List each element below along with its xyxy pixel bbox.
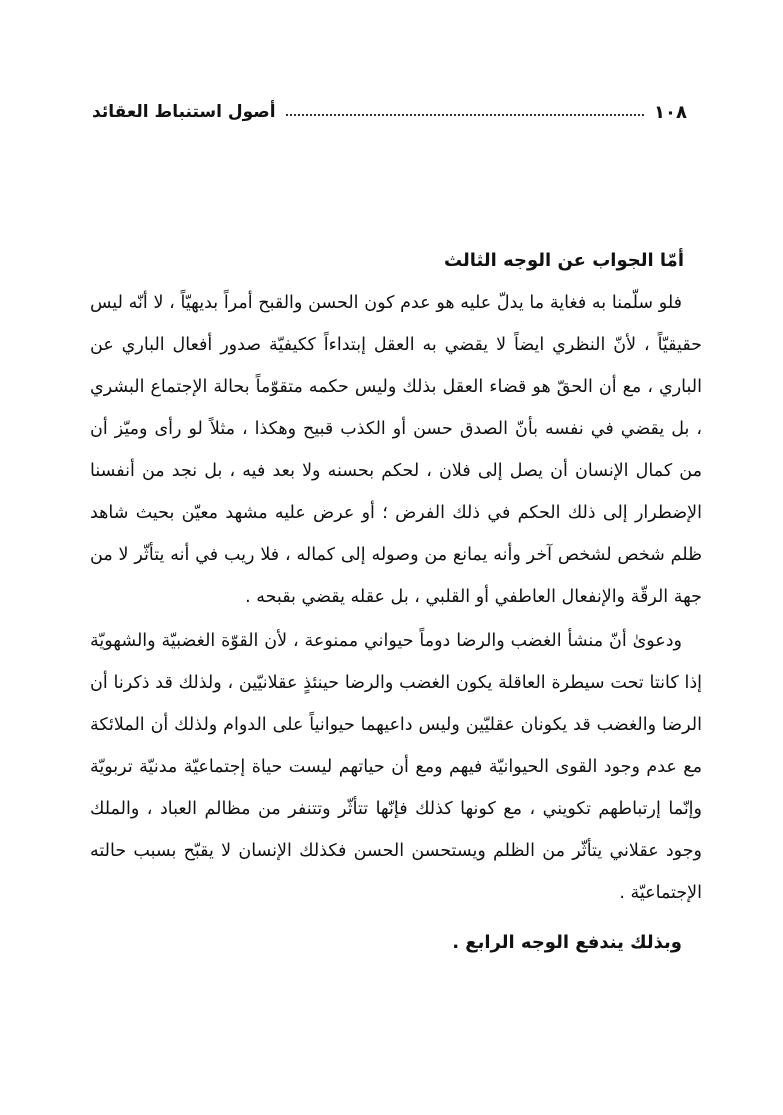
body-text: [90, 240, 702, 964]
paragraph: ودعوىٰ أنّ منشأ الغضب والرضا دوماً حيواني ممنوعة ، لأن القوّة الغضبيّة والشهويّة إذا كانتا تحت سيطرة العاقلة يكون الغضب والرضا حينئذٍ عقلانيّين ، ولذلك قد ذكرنا أن الرضا والغضب قد يكونان عقليّين وليس داعيهما حيوانياً على الدوام ولذلك أن الملائكة مع عدم وجود القوى الحيوانيّة فيهم ومع أن حياتهم ليست حياة إجتماعيّة مدنيّة تربويّة وإنّما إرتباطهم تكويني ، مع كونها كذلك فإنّها تتأثّر وتتنفر من مظالم العباد ، والملك وجود عقلاني يتأثّر من الظلم ويستحسن الحسن فكذلك الإنسان لا يقبّح بسبب حالته الإجتماعيّة .: [90, 631, 702, 903]
closing-line: وبذلك يندفع الوجه الرابع .: [452, 932, 682, 953]
dotted-leader: [286, 114, 645, 116]
running-title: أصول استنباط العقائد: [92, 102, 276, 122]
paragraph: فلو سلّمنا به فغاية ما يدلّ عليه هو عدم كون الحسن والقبح أمراً بديهيّاً ، لا أنّه ليس حقيقيّاً ، لأنّ النظري ايضاً لا يقضي به العقل إبتداءاً ككيفيّة صدور أفعال الباري عن الباري ، مع أن الحقّ هو قضاء العقل بذلك وليس حكمه متقوّماً بحالة الإجتماع البشري ، بل يقضي في نفسه بأنّ الصدق حسن أو الكذب قبيح وهكذا ، مثلاً لو رأى وميّز أن من كمال الإنسان أن يصل إلى فلان ، لحكم بحسنه ولا بعد فيه ، بل نجد من أنفسنا الإضطرار إلى ذلك الحكم في ذلك الفرض ؛ أو عرض عليه مشهد معيّن بحيث شاهد ظلم شخص لشخص آخر وأنه يمانع من وصوله إلى كماله ، فلا ريب في أنه يتأثّر لا من جهة الرقّة والإنفعال العاطفي أو القلبي ، بل عقله يقضي بقبحه .: [90, 293, 702, 607]
running-header: [92, 98, 687, 126]
page-number: ١٠٨: [654, 101, 687, 123]
section-heading: أمّا الجواب عن الوجه الثالث: [443, 250, 684, 271]
